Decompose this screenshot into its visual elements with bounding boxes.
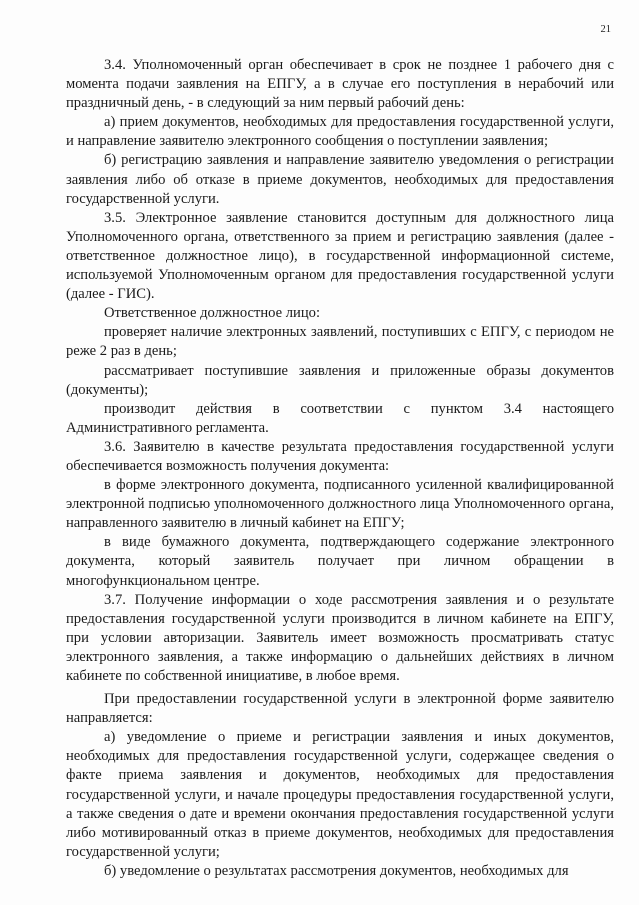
paragraph-paper-document: в виде бумажного документа, подтверждающего содержание электронного документа, который заявитель получает при личном обращении в многофункциональном центре. <box>66 534 614 589</box>
paragraph-checks-applications: проверяет наличие электронных заявлений, поступивших с ЕПГУ, с периодом не реже 2 раз в день; <box>66 324 614 360</box>
paragraph-3-7: 3.7. Получение информации о ходе рассмотрения заявления и о результате предоставления государственной услуги производится в личном кабинете на ЕПГУ, при условии авторизации. Заявитель имеет возможность просматривать статус электронного заявления, а также информацию о дальнейших действиях в личном кабинете по собственной инициативе, в любое время. <box>66 591 614 684</box>
document-body <box>66 56 614 881</box>
page-number: 21 <box>600 24 611 35</box>
paragraph-electronic-document: в форме электронного документа, подписанного усиленной квалифицированной электронной подписью уполномоченного должностного лица Уполномоченного органа, направленного заявителю в личный кабинет на ЕПГУ; <box>66 477 614 532</box>
paragraph-3-4-a: а) прием документов, необходимых для предоставления государственной услуги, и направление заявителю электронного сообщения о поступлении заявления; <box>66 114 614 150</box>
paragraph-performs-actions: производит действия в соответствии с пунктом 3.4 настоящего Административного регламента. <box>66 400 614 436</box>
paragraph-reviews-applications: рассматривает поступившие заявления и приложенные образы документов (документы); <box>66 362 614 398</box>
paragraph-3-4: 3.4. Уполномоченный орган обеспечивает в срок не позднее 1 рабочего дня с момента подачи заявления на ЕПГУ, а в случае его поступления в нерабочий или праздничный день, - в следующий за ним первый рабочий день: <box>66 57 614 112</box>
paragraph-notification-b: б) уведомление о результатах рассмотрения документов, необходимых для <box>104 862 569 879</box>
paragraph-responsible-official: Ответственное должностное лицо: <box>104 305 320 322</box>
paragraph-3-5: 3.5. Электронное заявление становится доступным для должностного лица Уполномоченного органа, ответственного за прием и регистрацию заявления (далее - ответственное должностное лицо), в государственной информационной системе, используемой Уполномоченным органом для предоставления государственной услуги (далее - ГИС). <box>66 209 614 303</box>
paragraph-notifications-intro: При предоставлении государственной услуги в электронной форме заявителю направляется: <box>66 691 614 727</box>
paragraph-3-6: 3.6. Заявителю в качестве результата предоставления государственной услуги обеспечивается возможность получения документа: <box>66 438 614 474</box>
paragraph-3-4-b: б) регистрацию заявления и направление заявителю уведомления о регистрации заявления либо об отказе в приеме документов, необходимых для предоставления государственной услуги. <box>66 152 614 207</box>
paragraph-notification-a: а) уведомление о приеме и регистрации заявления и иных документов, необходимых для предоставления государственной услуги, содержащее сведения о факте приема заявления и документов, необходимых для предоставления государственной услуги, и начале процедуры предоставления государственной услуги, а также сведения о дате и времени окончания предоставления государственной услуги либо мотивированный отказ в приеме документов, необходимых для предоставления государственной услуги; <box>66 729 614 860</box>
